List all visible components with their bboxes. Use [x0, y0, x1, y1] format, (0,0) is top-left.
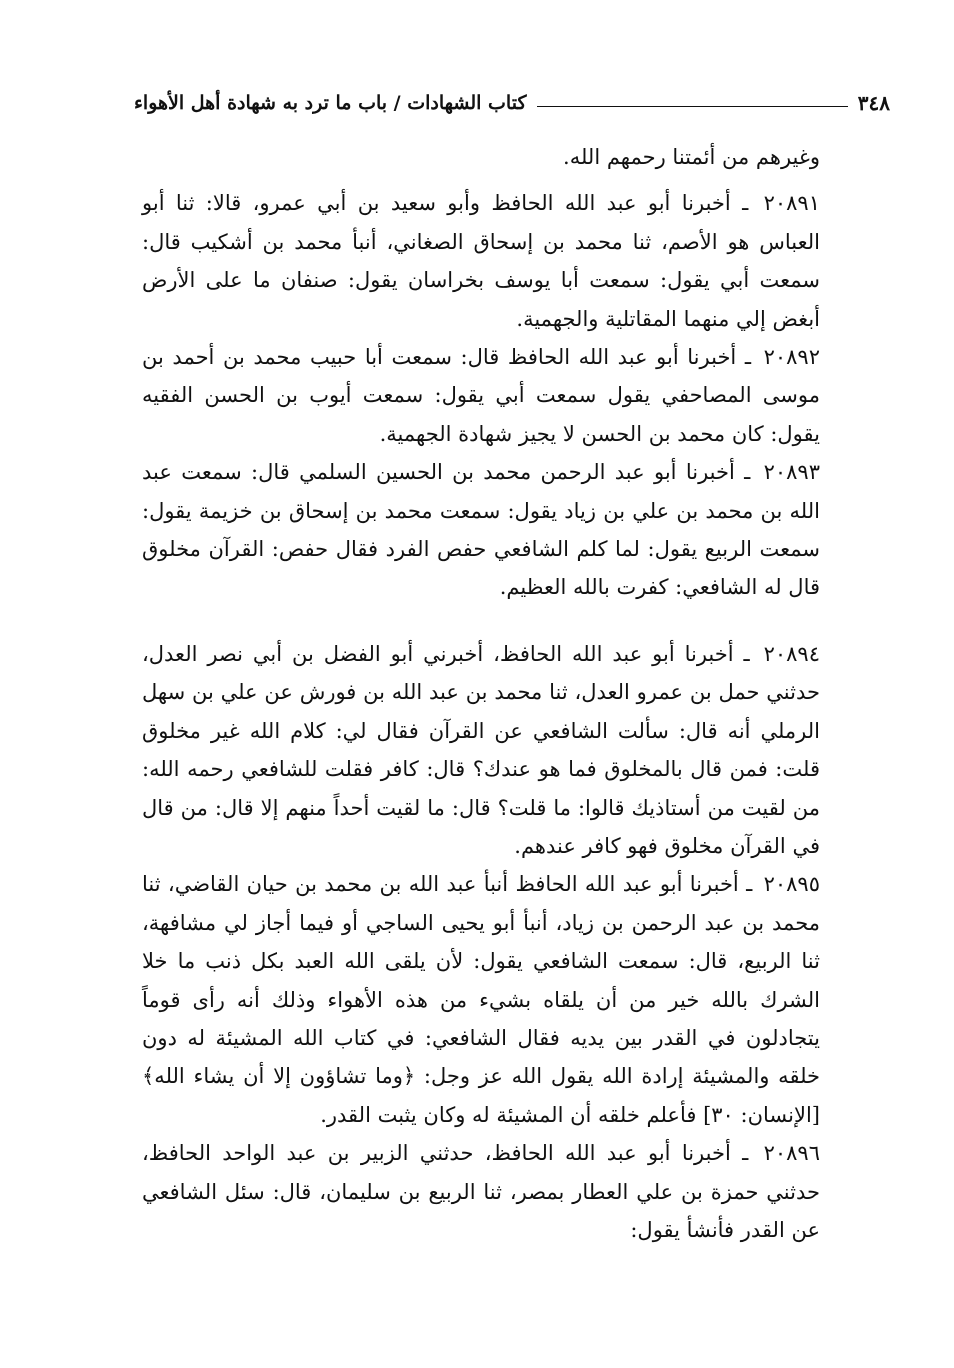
- hadith-number: ٢٠٨٩٢: [763, 345, 820, 370]
- hadith-paragraph: [142, 453, 820, 607]
- hadith-paragraph: [142, 1134, 820, 1249]
- running-header: [134, 86, 890, 120]
- hadith-number: ٢٠٨٩٦: [763, 1141, 820, 1166]
- hadith-text: ـ أخبرنا أبو عبد الله الحافظ قال: سمعت أبا حبيب محمد بن أحمد بن موسى المصاحفي يقول سمعت أبي يقول: سمعت أيوب بن الحسن الفقيه يقول: كان محمد بن الحسن لا يجيز شهادة الجهمية.: [142, 345, 820, 446]
- header-rule: [537, 106, 848, 107]
- hadith-paragraph: [142, 184, 820, 338]
- hadith-text: ـ أخبرنا أبو عبد الله الحافظ وأبو سعيد بن أبي عمرو، قالا: ثنا أبو العباس هو الأصم، ثنا محمد بن إسحاق الصغاني، أنبأ محمد بن أشكيب قال: سمعت أبي يقول: سمعت أبا يوسف بخراسان يقول: صنفان ما على الأرض أبغض إلي منهما المقاتلية والجهمية.: [142, 191, 820, 331]
- hadith-text: ـ أخبرنا أبو عبد الله الحافظ أنبأ عبد الله بن محمد بن حيان القاضي، ثنا محمد بن عبد الرحمن بن زياد، أنبأ أبو يحيى الساجي أو فيما أجاز لي مشافهة، ثنا الربيع، قال: سمعت الشافعي يقول: لأن يلقى الله العبد بكل ذنب ما خلا الشرك بالله خير من أن يلقاه بشيء من هذه الأهواء وذلك أنه رأى قوماً يتجادلون في القدر بين يديه فقال الشافعي: في كتاب الله المشيئة له دون خلقه والمشيئة إرادة الله يقول الله عز وجل: ﴿وما تشاؤون إلا أن يشاء الله﴾ [الإنسان: ٣٠] فأعلم خلقه أن المشيئة له وكان يثبت القدر.: [142, 872, 820, 1127]
- page-body: [142, 138, 820, 1249]
- hadith-number: ٢٠٨٩١: [763, 191, 820, 216]
- hadith-text: ـ أخبرنا أبو عبد الله الحافظ، حدثني الزبير بن عبد الواحد الحافظ، حدثني حمزة بن علي العطار بمصر، ثنا الربيع بن سليمان، قال: سئل الشافعي عن القدر فأنشأ يقول:: [142, 1141, 820, 1242]
- page-number: ٣٤٨: [857, 91, 890, 115]
- hadith-text: ـ أخبرنا أبو عبد الله الحافظ، أخبرني أبو الفضل بن أبي نصر العدل، حدثني حمل بن عمرو العدل، ثنا محمد بن عبد الله بن فورش عن علي بن سهل الرملي أنه قال: سألت الشافعي عن القرآن فقال لي: كلام الله غير مخلوق قلت: فمن قال بالمخلوق فما هو عندك؟ قال: كافر فقلت للشافعي رحمه الله: من لقيت من أستاذيك قالوا: ما قلت؟ قال: ما لقيت أحداً منهم إلا قال: من قال في القرآن مخلوق فهو كافر عندهم.: [142, 641, 820, 858]
- hadith-number: ٢٠٨٩٣: [763, 460, 820, 485]
- hadith-text: ـ أخبرنا أبو عبد الرحمن محمد بن الحسين السلمي قال: سمعت عبد الله بن محمد بن علي بن زياد يقول: سمعت محمد بن إسحاق بن خزيمة يقول: سمعت الربيع يقول: لما كلم الشافعي حفص الفرد فقال حفص: القرآن مخلوق قال له الشافعي: كفرت بالله العظيم.: [142, 460, 820, 600]
- hadith-paragraph: [142, 338, 820, 453]
- hadith-paragraph: [142, 865, 820, 1134]
- hadith-number: ٢٠٨٩٤: [763, 641, 820, 666]
- hadith-number: ٢٠٨٩٥: [763, 872, 820, 897]
- header-title: كتاب الشهادات / باب ما ترد به شهادة أهل الأهواء: [134, 92, 527, 114]
- continuation-text: وغيرهم من أئمتنا رحمهم الله.: [563, 145, 820, 169]
- hadith-paragraph: [142, 635, 820, 865]
